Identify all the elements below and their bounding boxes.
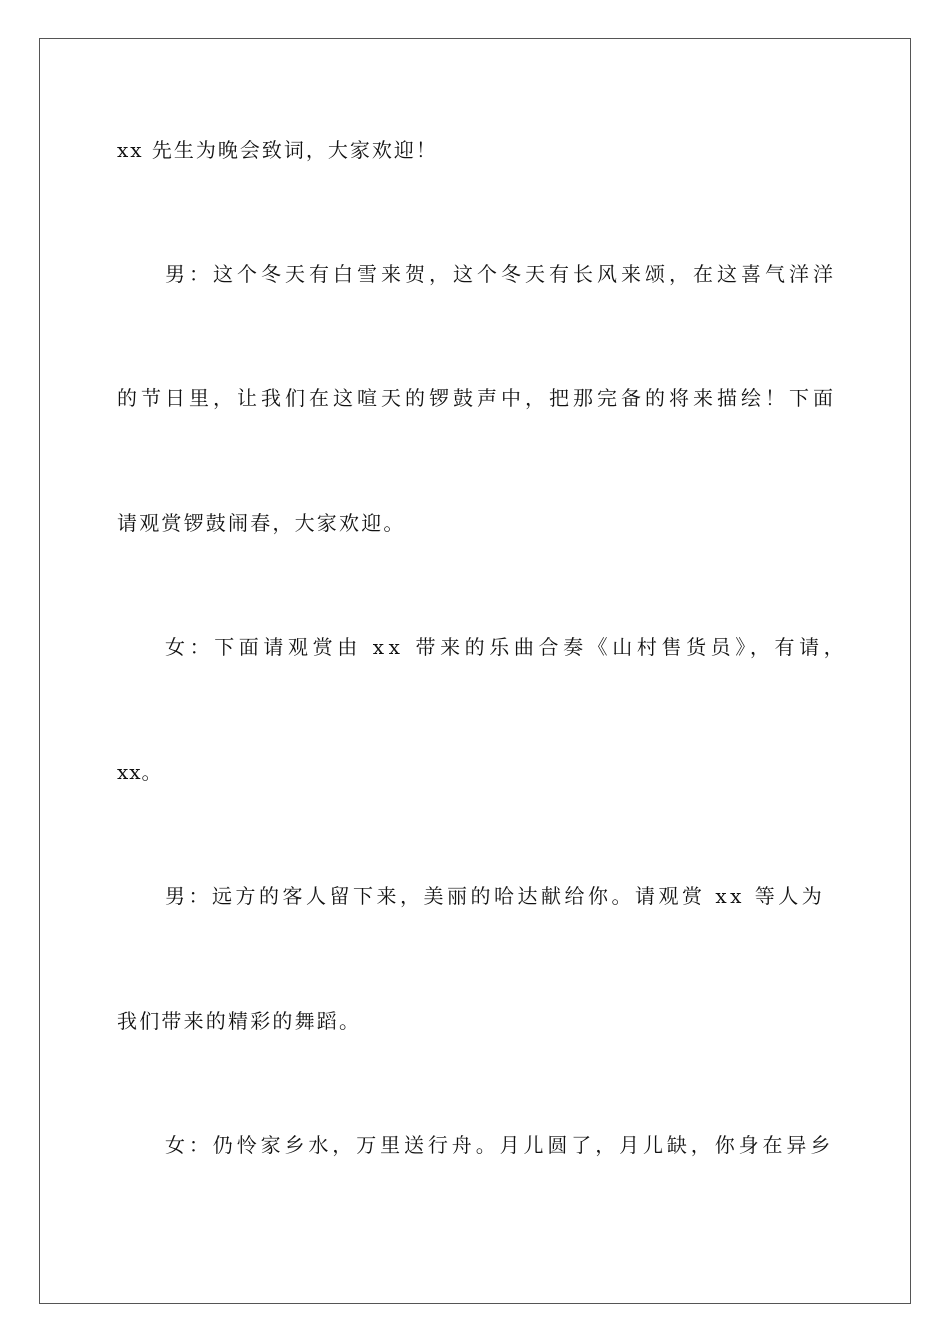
page-border	[39, 38, 911, 1304]
text-line-7: 男：远方的客人留下来，美丽的哈达献给你。请观赏 xx 等人为	[165, 884, 826, 908]
text-line-1: xx 先生为晚会致词，大家欢迎！	[117, 138, 438, 162]
text-line-6: xx。	[117, 760, 163, 784]
text-line-8: 我们带来的精彩的舞蹈。	[117, 1009, 362, 1033]
text-line-9: 女：仍怜家乡水，万里送行舟。月儿圆了，月儿缺，你身在异乡	[165, 1133, 835, 1157]
text-line-3: 的节日里，让我们在这喧天的锣鼓声中，把那完备的将来描绘！下面	[117, 386, 837, 410]
text-line-5: 女：下面请观赏由 xx 带来的乐曲合奏《山村售货员》，有请，	[165, 635, 849, 659]
text-line-2: 男：这个冬天有白雪来贺，这个冬天有长风来颂，在这喜气洋洋	[165, 262, 837, 286]
text-line-4: 请观赏锣鼓闹春，大家欢迎。	[117, 511, 406, 535]
